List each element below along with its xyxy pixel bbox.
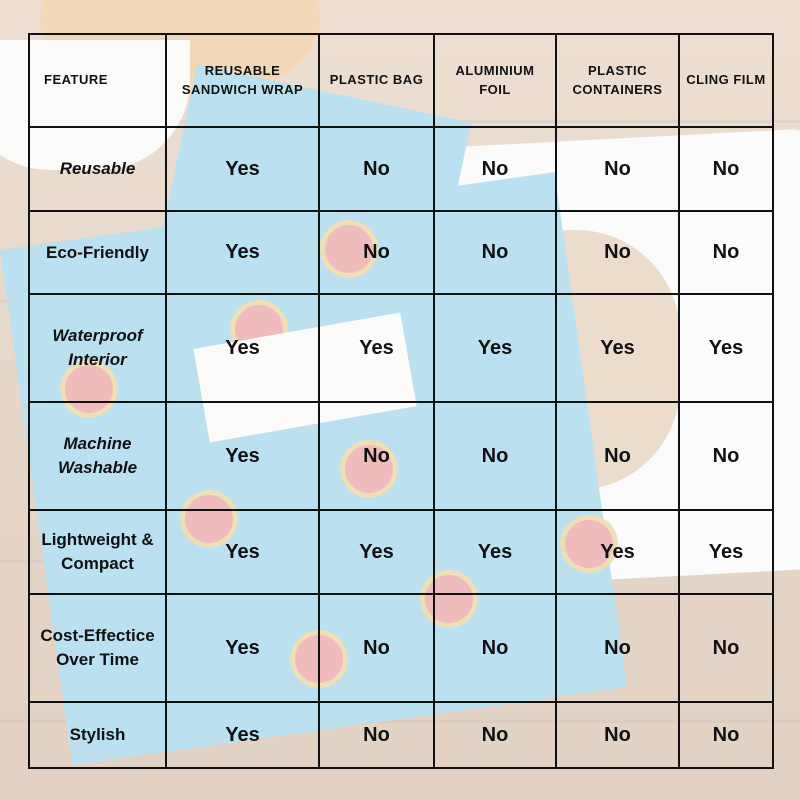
- value-cell: No: [434, 211, 556, 294]
- table-row: [29, 402, 773, 510]
- value-cell: No: [434, 127, 556, 211]
- feature-cell: Reusable: [29, 127, 166, 211]
- value-cell: Yes: [166, 702, 319, 768]
- table-row: [29, 127, 773, 211]
- value-cell: Yes: [166, 127, 319, 211]
- value-cell: No: [556, 594, 679, 702]
- header-reusable-sandwich-wrap: REUSABLE SANDWICH WRAP: [166, 34, 319, 127]
- value-cell: No: [556, 702, 679, 768]
- feature-cell: Stylish: [29, 702, 166, 768]
- value-cell: No: [679, 211, 773, 294]
- value-cell: No: [679, 594, 773, 702]
- table-row: [29, 702, 773, 768]
- feature-cell: Machine Washable: [29, 402, 166, 510]
- value-cell: No: [434, 402, 556, 510]
- value-cell: Yes: [166, 211, 319, 294]
- value-cell: Yes: [434, 294, 556, 402]
- value-cell: Yes: [556, 294, 679, 402]
- value-cell: No: [319, 127, 434, 211]
- value-cell: No: [319, 702, 434, 768]
- value-cell: No: [679, 702, 773, 768]
- header-cling-film: CLING FILM: [679, 34, 773, 127]
- value-cell: Yes: [679, 294, 773, 402]
- comparison-table: [28, 33, 774, 769]
- value-cell: No: [556, 127, 679, 211]
- value-cell: No: [319, 594, 434, 702]
- value-cell: Yes: [319, 510, 434, 594]
- value-cell: Yes: [166, 510, 319, 594]
- feature-cell: Eco-Friendly: [29, 211, 166, 294]
- value-cell: Yes: [166, 402, 319, 510]
- value-cell: No: [319, 402, 434, 510]
- value-cell: No: [556, 402, 679, 510]
- value-cell: Yes: [319, 294, 434, 402]
- header-plastic-bag: PLASTIC BAG: [319, 34, 434, 127]
- header-feature: FEATURE: [29, 34, 166, 127]
- table-row: [29, 211, 773, 294]
- value-cell: Yes: [166, 294, 319, 402]
- value-cell: No: [556, 211, 679, 294]
- value-cell: No: [679, 127, 773, 211]
- value-cell: Yes: [166, 594, 319, 702]
- value-cell: Yes: [679, 510, 773, 594]
- feature-cell: Lightweight & Compact: [29, 510, 166, 594]
- header-plastic-containers: PLASTIC CONTAINERS: [556, 34, 679, 127]
- header-row: [29, 34, 773, 127]
- value-cell: No: [679, 402, 773, 510]
- value-cell: No: [319, 211, 434, 294]
- feature-cell: Cost-Effectice Over Time: [29, 594, 166, 702]
- value-cell: Yes: [556, 510, 679, 594]
- value-cell: No: [434, 594, 556, 702]
- table-row: [29, 294, 773, 402]
- value-cell: No: [434, 702, 556, 768]
- feature-cell: Waterproof Interior: [29, 294, 166, 402]
- value-cell: Yes: [434, 510, 556, 594]
- table-row: [29, 510, 773, 594]
- table-row: [29, 594, 773, 702]
- header-aluminium-foil: ALUMINIUM FOIL: [434, 34, 556, 127]
